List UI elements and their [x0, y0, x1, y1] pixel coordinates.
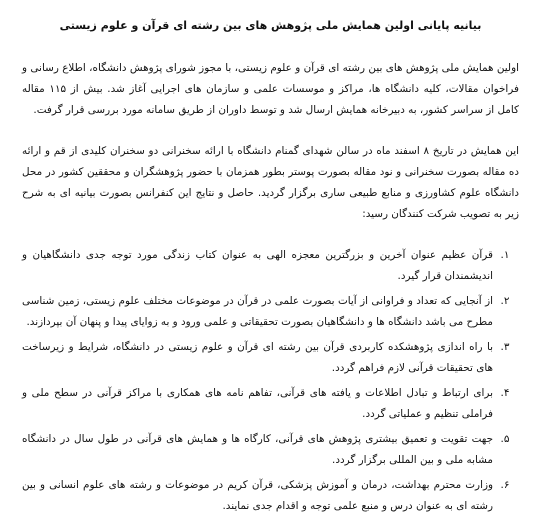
- list-item: [22, 475, 519, 517]
- item-text: قرآن عظیم عنوان آخرین و بزرگترین معجزه الهی به عنوان کتاب زندگی مورد توجه جدی دانشگاهیان و اندیشمندان قرار گیرد.: [22, 249, 493, 282]
- item-number: ۴.: [500, 387, 510, 399]
- resolutions-list: [22, 245, 519, 517]
- item-number: ۱.: [500, 249, 510, 261]
- list-item: [22, 383, 519, 425]
- list-item: [22, 291, 519, 333]
- item-text: برای ارتباط و تبادل اطلاعات و یافته های قرآنی، تفاهم نامه های همکاری با مراکز قرآنی در سطح ملی و فراملی تنظیم و عملیاتی گردد.: [22, 387, 493, 420]
- item-text: از آنجایی که تعداد و فراوانی از آیات بصورت علمی در قرآن در موضوعات مختلف علوم زیستی، زمین شناسی مطرح می باشد دانشگاه ها و دانشگاهیان بصورت تحقیقاتی و علمی ورود و به زوایای پیدا و پنهان آن بپردازند.: [22, 295, 493, 328]
- list-item: [22, 429, 519, 471]
- list-item: [22, 337, 519, 379]
- event-paragraph: این همایش در تاریخ ۸ اسفند ماه در سالن شهدای گمنام دانشگاه با ارائه سخنرانی دو سخنران کلیدی از قم و ارائه ده مقاله بصورت سخنرانی و نود مقاله بصورت پوستر بطور همزمان با حضور پژوهشگران و محققین کشور در محل دانشگاه علوم کشاورزی و منابع طبیعی ساری برگزار گردید. حاصل و نتایج این کنفرانس بصورت بیانیه ای به شرح زیر به تصویب شرکت کنندگان رسید:: [22, 145, 519, 220]
- item-text: جهت تقویت و تعمیق بیشتری پژوهش های قرآنی، کارگاه ها و همایش های قرآنی در طول سال در دانشگاه مشابه ملی و بین المللی برگزار گردد.: [22, 433, 493, 466]
- list-item: [22, 245, 519, 287]
- item-number: ۶.: [500, 479, 510, 491]
- item-number: ۳.: [500, 341, 510, 353]
- item-number: ۲.: [500, 295, 510, 307]
- document-title: بیانیه پایانی اولین همایش ملی پژوهش های بین رشته ای قرآن و علوم زیستی: [59, 19, 482, 32]
- intro-paragraph: اولین همایش ملی پژوهش های بین رشته ای قرآن و علوم زیستی، با مجوز شورای پژوهش دانشگاه، اطلاع رسانی و فراخوان مقالات، کلیه دانشگاه ها، مراکز و موسسات علمی و سازمان های اجرایی آغاز شد. بیش از ۱۱۵ مقاله کامل از سراسر کشور، به دبیرخانه همایش ارسال شد و توسط داوران از طریق سامانه مورد بررسی قرار گرفت.: [22, 62, 520, 116]
- item-text: با راه اندازی پژوهشکده کاربردی قرآن بین رشته ای قرآن و علوم زیستی در دانشگاه، شرایط و زیرساخت های تحقیقات قرآنی لازم فراهم گردد.: [22, 341, 493, 374]
- item-number: ۵.: [500, 433, 510, 445]
- item-text: وزارت محترم بهداشت، درمان و آموزش پزشکی، قرآن کریم در موضوعات و رشته های علوم انسانی و بین رشته ای به عنوان درس و منبع علمی توجه و اقدام جدی نمایند.: [22, 479, 493, 512]
